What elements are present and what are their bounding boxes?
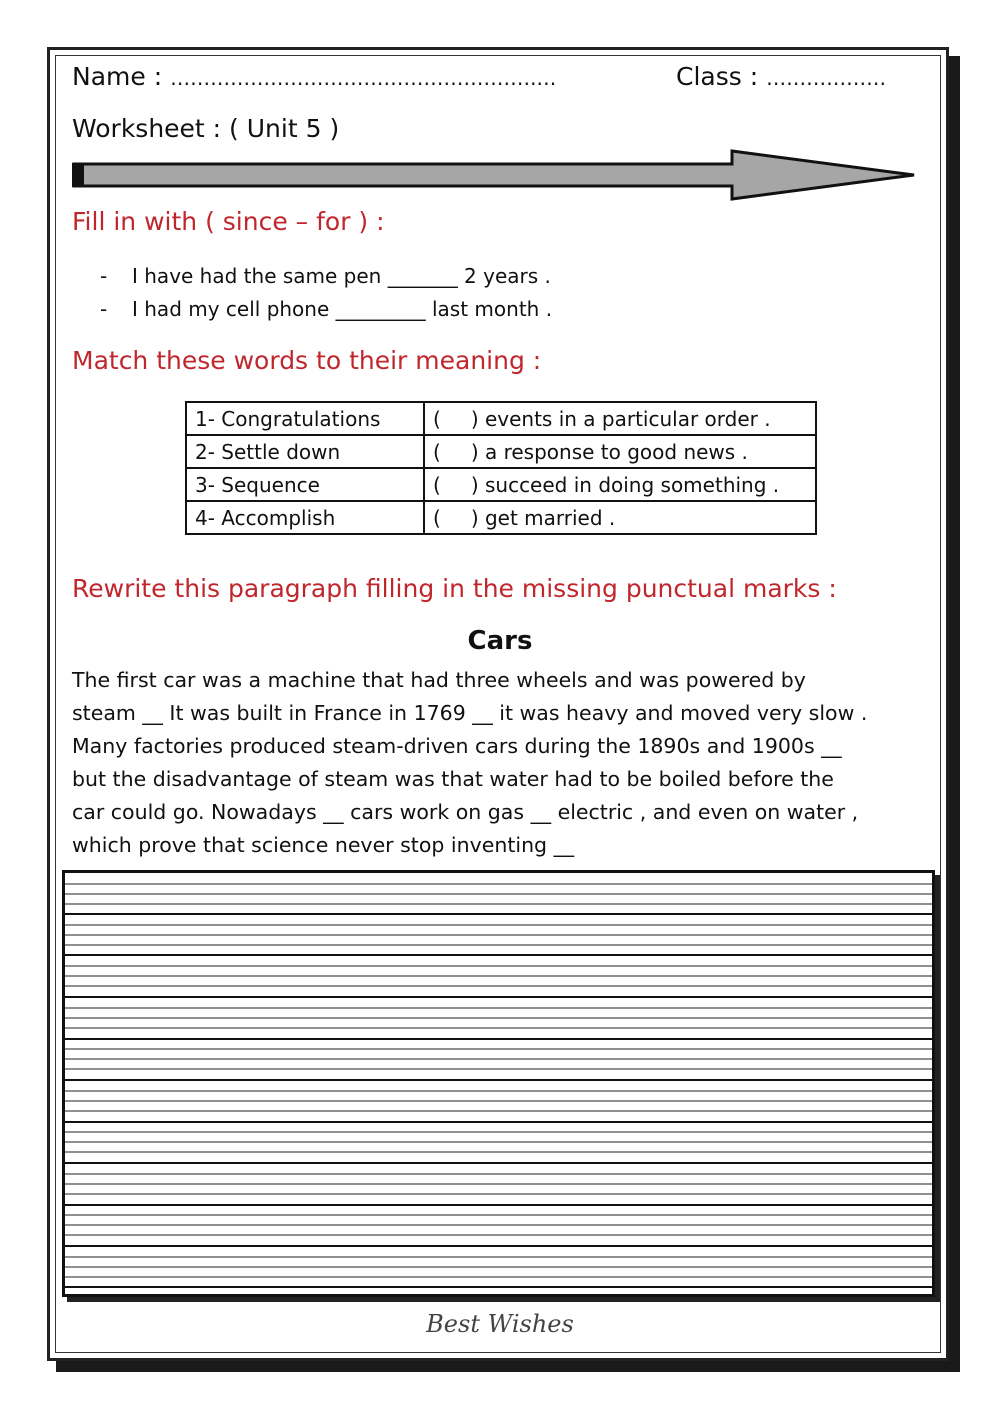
name-field [72,62,556,91]
writing-area[interactable] [62,870,935,1297]
list-item [100,293,552,326]
name-blank[interactable]: ……………………………………………….… [170,66,557,90]
paragraph-line: Many factories produced steam-driven cars during the 1890s and 1900s __ [72,734,842,758]
story-paragraph [72,664,942,862]
match-meaning: ) a response to good news . [470,439,748,464]
arrow-shape [74,151,914,199]
class-blank[interactable]: ……………… [766,66,887,90]
arrow-divider-icon [70,148,920,202]
match-word: 2- Settle down [186,435,424,468]
list-item [100,260,552,293]
arrow-tail [72,163,84,187]
section-fill-in-title: Fill in with ( since – for ) : [72,207,385,236]
table-row [186,468,816,501]
answer-paren[interactable]: ( [433,472,441,497]
match-word: 3- Sequence [186,468,424,501]
paragraph-line: but the disadvantage of steam was that water had to be boiled before the [72,767,834,791]
match-word: 1- Congratulations [186,402,424,435]
match-meaning-cell [424,501,816,534]
match-word: 4- Accomplish [186,501,424,534]
paragraph-line: steam __ It was built in France in 1769 __ it was heavy and moved very slow . [72,701,868,725]
paragraph-line: which prove that science never stop inventing __ [72,833,575,857]
paragraph-line: car could go. Nowadays __ cars work on gas __ electric , and even on water , [72,800,859,824]
worksheet-title: Worksheet : ( Unit 5 ) [72,114,340,143]
table-row [186,402,816,435]
match-meaning-cell [424,468,816,501]
match-meaning-cell [424,402,816,435]
match-meaning: ) succeed in doing something . [470,472,780,497]
bullet-dash: - [100,297,108,321]
class-label: Class : [676,62,759,91]
fill-in-sentence: I had my cell phone _________ last month . [132,297,553,321]
bullet-dash: - [100,264,108,288]
section-rewrite-title: Rewrite this paragraph filling in the missing punctual marks : [72,574,837,603]
match-meaning: ) get married . [470,505,616,530]
best-wishes-signature: Best Wishes [426,1310,574,1338]
match-meaning-cell [424,435,816,468]
table-row [186,501,816,534]
fill-in-sentence: I have had the same pen _______ 2 years . [132,264,551,288]
fill-in-list [100,260,552,326]
name-label: Name : [72,62,163,91]
section-match-title: Match these words to their meaning : [72,346,542,375]
answer-paren[interactable]: ( [433,439,441,464]
answer-paren[interactable]: ( [433,406,441,431]
match-meaning: ) events in a particular order . [470,406,771,431]
class-field [676,62,886,91]
paragraph-line: The first car was a machine that had three wheels and was powered by [72,668,806,692]
ruled-lines [65,873,932,1294]
table-row [186,435,816,468]
matching-table [185,401,817,535]
answer-paren[interactable]: ( [433,505,441,530]
story-title: Cars [467,626,533,656]
